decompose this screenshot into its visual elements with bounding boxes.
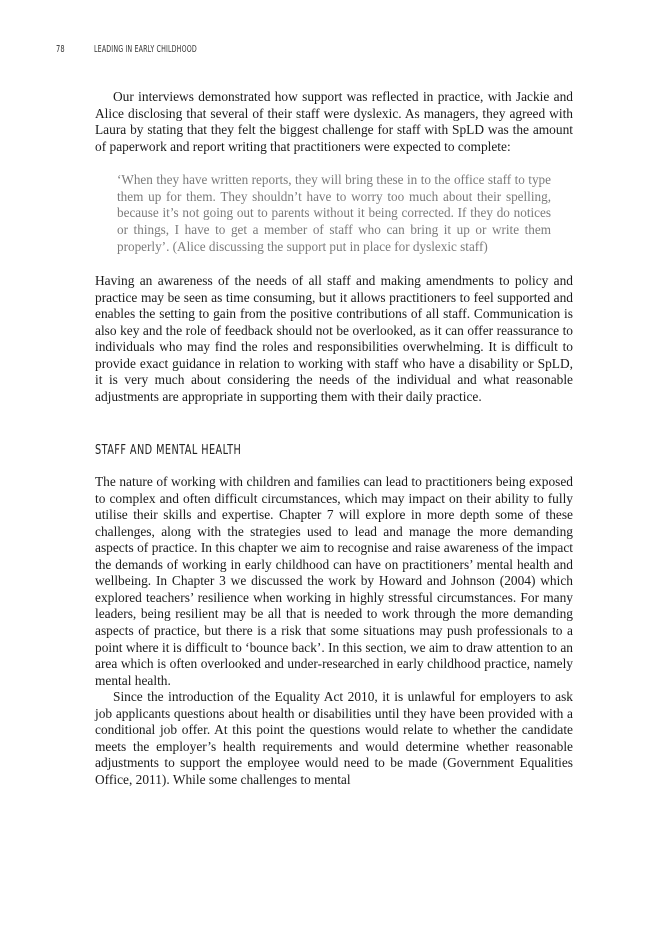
- paragraph-equality-act: Since the introduction of the Equality Act 2010, it is unlawful for employers to ask job applicants questions about health or disabilities until they have been provided with a conditional job offer. At this point the questions would relate to whether the candidate meets the employer’s health requirements and would determine whether reasonable adjustments to support the employee would need to be made (Government Equalities Office, 2011). While some challenges to mental: [95, 689, 573, 787]
- section-heading: STAFF AND MENTAL HEALTH: [95, 441, 242, 458]
- book-title: LEADING IN EARLY CHILDHOOD: [94, 44, 197, 55]
- page-number: 78: [56, 44, 65, 55]
- page-body: [95, 89, 573, 788]
- paragraph-interviews: Our interviews demonstrated how support was reflected in practice, with Jackie and Alice disclosing that several of their staff were dyslexic. As managers, they agreed with Laura by stating that they felt the biggest challenge for staff with SpLD was the amount of paperwork and report writing that practitioners were expected to complete:: [95, 89, 573, 154]
- block-quote: ‘When they have written reports, they will bring these in to the office staff to type them up for them. They shouldn’t have to worry too much about their spelling, because it’s not going out to parents without it being corrected. If they do notices or things, I have to get a member of staff who can bring it up or write them properly’. (Alice discussing the support put in place for dyslexic staff): [117, 172, 551, 254]
- paragraph-awareness: Having an awareness of the needs of all staff and making amendments to policy and practice may be seen as time consuming, but it allows practitioners to feel supported and enables the setting to gain from the positive contributions of all staff. Communication is also key and the role of feedback should not be overlooked, as it can offer reassurance to individuals who may find the roles and responsibilities overwhelming. It is difficult to provide exact guidance in relation to working with staff who have a disability or SpLD, it is very much about considering the needs of the individual and what reasonable adjustments are appropriate in supporting them with their daily practice.: [95, 273, 573, 404]
- running-header: [0, 44, 650, 58]
- paragraph-nature-of-working: The nature of working with children and families can lead to practitioners being exposed to complex and often difficult circumstances, which may impact on their ability to fully utilise their skills and expertise. Chapter 7 will explore in more depth some of these challenges, along with the strategies used to lead and manage the more demanding aspects of practice. In this chapter we aim to recognise and raise awareness of the impact the demands of working in early childhood can have on practitioners’ mental health and wellbeing. In Chapter 3 we discussed the work by Howard and Johnson (2004) which explored teachers’ resilience when working in highly stressful circumstances. For many leaders, being resilient may be all that is needed to work through the more demanding aspects of practice, but there is a risk that some situations may push professionals to a point where it is difficult to ‘bounce back’. In this section, we aim to draw attention to an area which is often overlooked and under-researched in early childhood practice, namely mental health.: [95, 474, 573, 688]
